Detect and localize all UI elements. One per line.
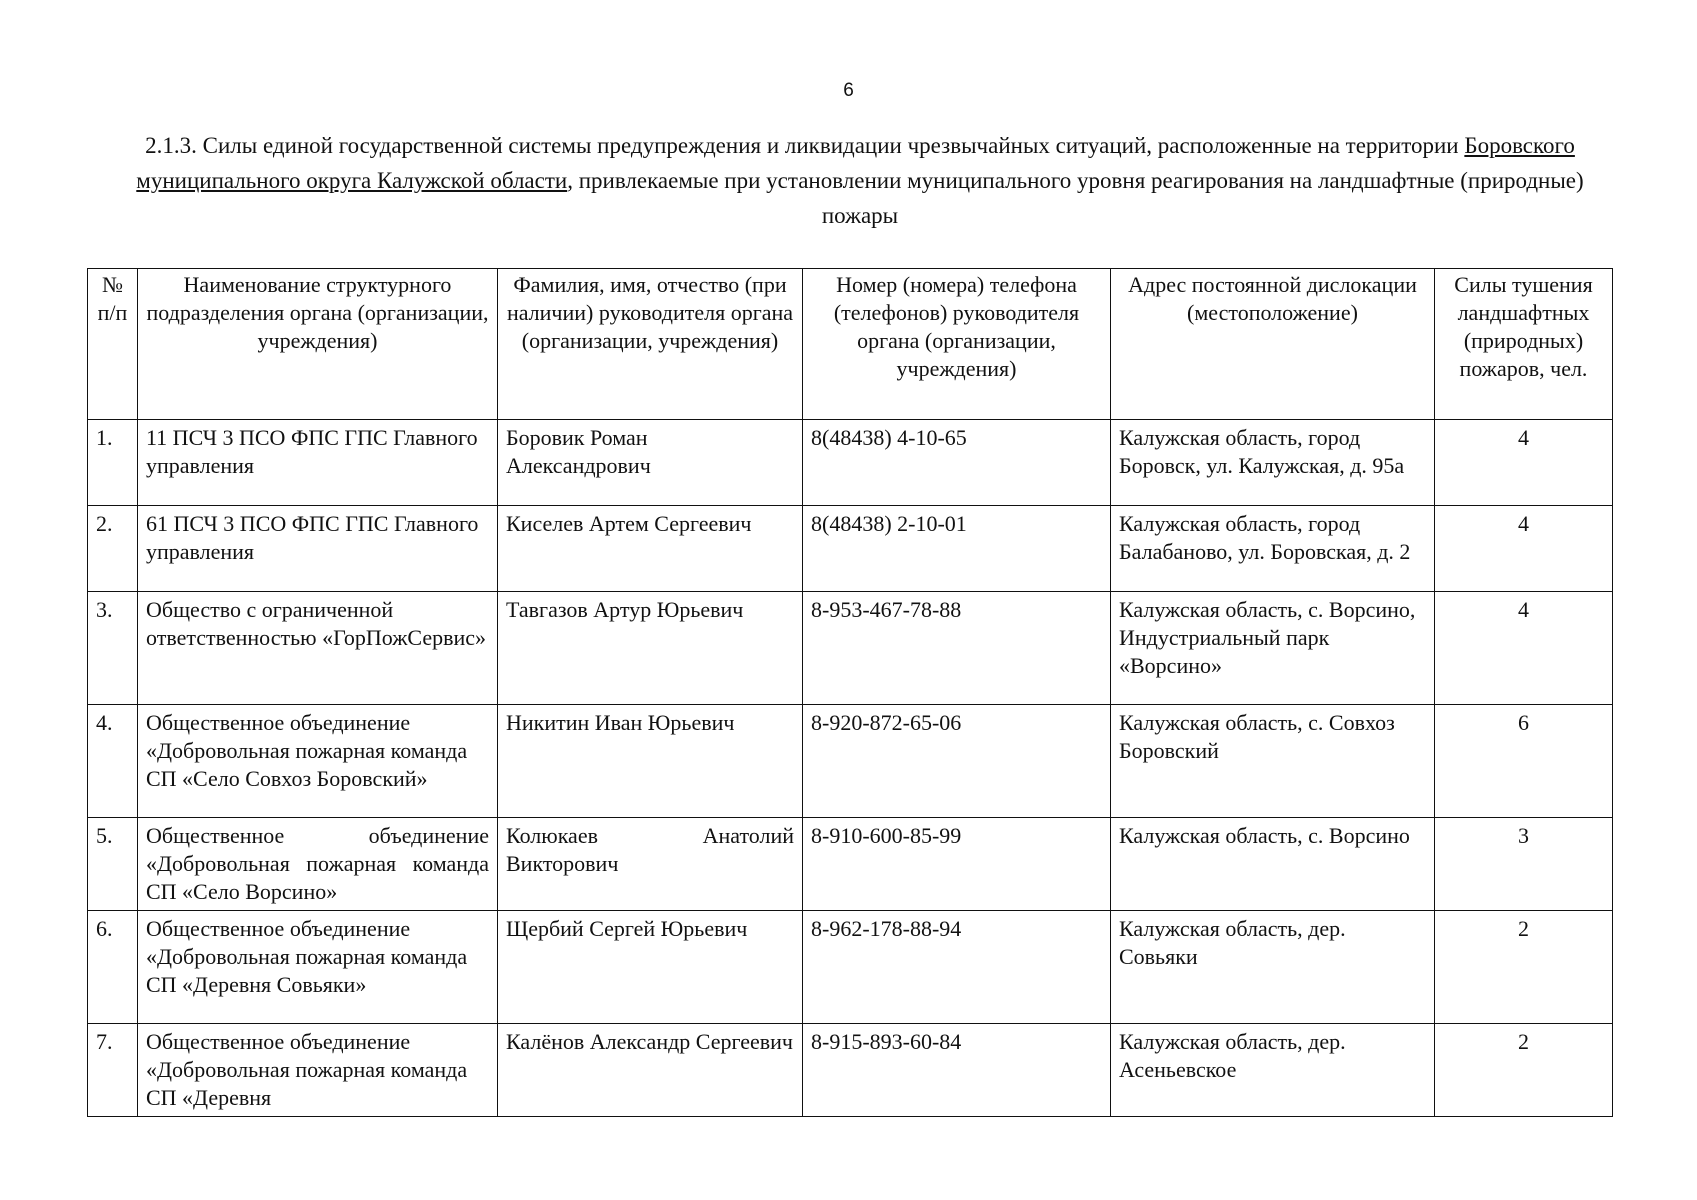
row-unit: Общество с ограниченной ответственностью «ГорПожСервис» bbox=[138, 592, 498, 705]
row-unit: Общественное объединение «Добровольная пожарная команда СП «Село Ворсино» bbox=[138, 818, 498, 911]
header-phone: Номер (номера) телефона (телефонов) руководителя органа (организации, учреждения) bbox=[803, 269, 1111, 420]
header-num: № п/п bbox=[88, 269, 138, 420]
row-address: Калужская область, дер. Совьяки bbox=[1111, 911, 1435, 1024]
row-head: Тавгазов Артур Юрьевич bbox=[498, 592, 803, 705]
row-num: 4. bbox=[88, 705, 138, 818]
row-unit: Общественное объединение «Добровольная пожарная команда СП «Село Совхоз Боровский» bbox=[138, 705, 498, 818]
row-address: Калужская область, с. Ворсино bbox=[1111, 818, 1435, 911]
row-num: 3. bbox=[88, 592, 138, 705]
row-head: Никитин Иван Юрьевич bbox=[498, 705, 803, 818]
row-num: 1. bbox=[88, 420, 138, 506]
row-address: Калужская область, город Боровск, ул. Калужская, д. 95а bbox=[1111, 420, 1435, 506]
row-forces: 4 bbox=[1435, 420, 1613, 506]
row-head: Колюкаев Анатолий Викторович bbox=[498, 818, 803, 911]
page-number: 6 bbox=[843, 80, 854, 101]
table-row bbox=[88, 911, 1613, 1024]
row-head: Калёнов Александр Сергеевич bbox=[498, 1024, 803, 1117]
row-num: 7. bbox=[88, 1024, 138, 1117]
table-row bbox=[88, 592, 1613, 705]
row-address: Калужская область, дер. Асеньевское bbox=[1111, 1024, 1435, 1117]
row-phone: 8-953-467-78-88 bbox=[803, 592, 1111, 705]
row-phone: 8-920-872-65-06 bbox=[803, 705, 1111, 818]
table-row bbox=[88, 705, 1613, 818]
row-num: 2. bbox=[88, 506, 138, 592]
row-address: Калужская область, с. Совхоз Боровский bbox=[1111, 705, 1435, 818]
forces-table bbox=[87, 268, 1613, 1117]
row-forces: 4 bbox=[1435, 506, 1613, 592]
row-head: Щербий Сергей Юрьевич bbox=[498, 911, 803, 1024]
header-address: Адрес постоянной дислокации (местоположение) bbox=[1111, 269, 1435, 420]
header-forces: Силы тушения ландшафтных (природных) пожаров, чел. bbox=[1435, 269, 1613, 420]
row-unit: 61 ПСЧ 3 ПСО ФПС ГПС Главного управления bbox=[138, 506, 498, 592]
row-phone: 8(48438) 2-10-01 bbox=[803, 506, 1111, 592]
row-num: 6. bbox=[88, 911, 138, 1024]
header-unit: Наименование структурного подразделения органа (организации, учреждения) bbox=[138, 269, 498, 420]
row-phone: 8-962-178-88-94 bbox=[803, 911, 1111, 1024]
row-forces: 6 bbox=[1435, 705, 1613, 818]
table-row bbox=[88, 420, 1613, 506]
row-phone: 8-915-893-60-84 bbox=[803, 1024, 1111, 1117]
row-address: Калужская область, с. Ворсино, Индустриальный парк «Ворсино» bbox=[1111, 592, 1435, 705]
row-forces: 3 bbox=[1435, 818, 1613, 911]
table-row bbox=[88, 1024, 1613, 1117]
section-heading bbox=[130, 128, 1590, 233]
row-unit: Общественное объединение «Добровольная пожарная команда СП «Деревня bbox=[138, 1024, 498, 1117]
heading-text-end: , привлекаемые при установлении муниципального уровня реагирования на ландшафтные (природные) пожары bbox=[567, 168, 1584, 228]
row-address: Калужская область, город Балабаново, ул. Боровская, д. 2 bbox=[1111, 506, 1435, 592]
row-forces: 4 bbox=[1435, 592, 1613, 705]
heading-text-start: 2.1.3. Силы единой государственной системы предупреждения и ликвидации чрезвычайных ситуаций, расположенные на территории bbox=[145, 133, 1465, 158]
row-num: 5. bbox=[88, 818, 138, 911]
table-header-row bbox=[88, 269, 1613, 420]
row-unit: 11 ПСЧ 3 ПСО ФПС ГПС Главного управления bbox=[138, 420, 498, 506]
heading-underlined-text: Боровского муниципального округа Калужской области bbox=[136, 133, 1575, 193]
row-head: Боровик Роман Александрович bbox=[498, 420, 803, 506]
row-forces: 2 bbox=[1435, 911, 1613, 1024]
table-row bbox=[88, 818, 1613, 911]
row-phone: 8(48438) 4-10-65 bbox=[803, 420, 1111, 506]
row-unit: Общественное объединение «Добровольная пожарная команда СП «Деревня Совьяки» bbox=[138, 911, 498, 1024]
table-row bbox=[88, 506, 1613, 592]
header-head: Фамилия, имя, отчество (при наличии) руководителя органа (организации, учреждения) bbox=[498, 269, 803, 420]
row-head: Киселев Артем Сергеевич bbox=[498, 506, 803, 592]
row-phone: 8-910-600-85-99 bbox=[803, 818, 1111, 911]
row-forces: 2 bbox=[1435, 1024, 1613, 1117]
